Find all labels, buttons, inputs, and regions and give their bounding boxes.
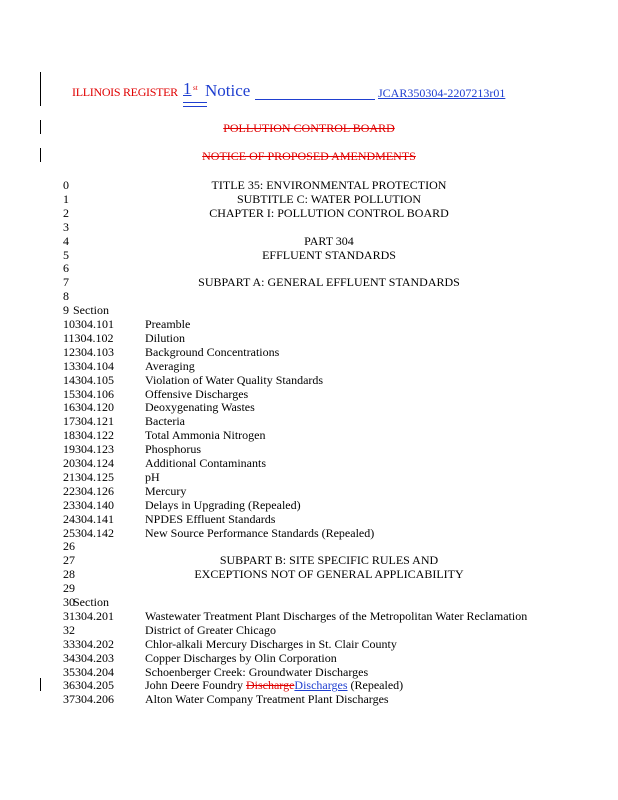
document-line [0, 289, 618, 303]
change-bar [40, 72, 41, 106]
line-number: 11304.102 [63, 330, 114, 345]
section-title: Wastewater Treatment Plant Discharges of the Metropolitan Water Reclamation [145, 608, 528, 623]
document-line [0, 484, 618, 498]
section-label: Section [73, 303, 109, 318]
document-line [0, 220, 618, 234]
line-number: 16304.120 [63, 400, 114, 415]
line-number: 20304.124 [63, 456, 114, 470]
line-number: 7 [63, 275, 69, 290]
line-number: 23304.140 [63, 497, 114, 512]
line-number: 5 [63, 247, 69, 262]
title-text: (Repealed) [347, 678, 404, 693]
line-number: 34304.203 [63, 650, 114, 665]
line-number: 21304.125 [63, 469, 114, 484]
document-line [0, 539, 618, 553]
line-number: 37304.206 [63, 692, 114, 707]
section-title: District of Greater Chicago [145, 622, 276, 637]
board-title: POLLUTION CONTROL BOARD [223, 121, 395, 135]
document-line [0, 609, 618, 623]
heading-text: EFFLUENT STANDARDS [262, 247, 396, 262]
line-number: 28 [63, 567, 75, 582]
line-number: 17304.121 [63, 414, 114, 429]
line-number: 29 [63, 581, 75, 596]
section-title: Copper Discharges by Olin Corporation [145, 650, 337, 665]
heading-text: SUBPART B: SITE SPECIFIC RULES AND [219, 553, 439, 568]
notice-title: NOTICE OF PROPOSED AMENDMENTS [202, 149, 416, 163]
document-line [0, 470, 618, 484]
section-title: Total Ammonia Nitrogen [145, 428, 266, 443]
section-title: Mercury [145, 483, 187, 498]
title-text: John Deere Foundry [145, 678, 246, 693]
deleted-text: Discharge [245, 678, 295, 693]
line-number: 31304.201 [63, 608, 114, 623]
section-title: Chlor-alkali Mercury Discharges in St. Clair County [145, 636, 397, 651]
section-label: Section [73, 595, 109, 609]
section-title: Bacteria [145, 414, 185, 429]
header-underline [183, 106, 207, 107]
heading-text: PART 304 [304, 233, 354, 248]
section-title: Delays in Upgrading (Repealed) [145, 497, 301, 512]
line-number: 14304.105 [63, 372, 114, 387]
line-number: 15304.106 [63, 386, 114, 401]
document-line [0, 623, 618, 637]
line-number: 1 [63, 191, 69, 206]
section-title: Averaging [145, 358, 195, 373]
document-line [0, 178, 618, 192]
document-line [0, 317, 618, 331]
document-line [0, 359, 618, 373]
document-line [0, 303, 618, 317]
document-line [0, 581, 618, 595]
document-line [0, 553, 618, 567]
document-line [0, 456, 618, 470]
line-number: 33304.202 [63, 636, 114, 651]
document-line [0, 275, 618, 289]
header-issue-number: 1 [183, 79, 192, 98]
section-title: Dilution [145, 330, 186, 345]
line-number: 35304.204 [63, 664, 114, 679]
line-number: 27 [63, 553, 75, 568]
document-line [0, 248, 618, 262]
line-number: 6 [63, 261, 69, 276]
heading-text: EXCEPTIONS NOT OF GENERAL APPLICABILITY [194, 567, 464, 582]
line-number: 32 [63, 622, 75, 637]
line-number: 24304.141 [63, 511, 114, 526]
line-number: 9 [63, 303, 69, 318]
line-number: 4 [63, 233, 69, 248]
document-line [0, 692, 618, 706]
document-line [0, 567, 618, 581]
line-number: 18304.122 [63, 428, 114, 443]
document-line [0, 637, 618, 651]
line-number: 36304.205 [63, 678, 114, 693]
header-issue-suffix: st [193, 84, 198, 92]
document-line [0, 387, 618, 401]
document-line [0, 428, 618, 442]
document-line [0, 345, 618, 359]
section-title: pH [145, 469, 160, 484]
line-number: 12304.103 [63, 344, 114, 359]
heading-text: CHAPTER I: POLLUTION CONTROL BOARD [209, 205, 449, 220]
document-line [0, 192, 618, 206]
document-line [0, 651, 618, 665]
document-line [0, 414, 618, 428]
heading-text: SUBPART A: GENERAL EFFLUENT STANDARDS [198, 275, 460, 290]
heading-text: SUBTITLE C: WATER POLLUTION [236, 191, 422, 206]
register-label: ILLINOIS REGISTER [72, 85, 178, 99]
section-title: Violation of Water Quality Standards [145, 372, 324, 387]
heading-text: TITLE 35: ENVIRONMENTAL PROTECTION [211, 178, 447, 192]
line-number: 30 [63, 595, 75, 609]
document-line [0, 331, 618, 345]
inserted-text: Discharges [294, 678, 348, 693]
line-number: 25304.142 [63, 525, 114, 540]
document-line [0, 400, 618, 414]
document-line [0, 206, 618, 220]
header-underline [183, 102, 207, 103]
document-line [0, 665, 618, 679]
line-number: 2 [63, 205, 69, 220]
document-line [0, 595, 618, 609]
line-number: 19304.123 [63, 442, 114, 457]
header-notice: Notice [205, 81, 251, 100]
document-line [0, 234, 618, 248]
line-number: 13304.104 [63, 358, 114, 373]
document-line [0, 498, 618, 512]
line-number: 26 [63, 539, 75, 554]
document-line [0, 373, 618, 387]
header-blank-line [255, 99, 375, 100]
section-title [145, 678, 403, 693]
document-line [0, 261, 618, 275]
section-title: Background Concentrations [145, 344, 280, 359]
line-number: 8 [63, 289, 69, 304]
document-line [0, 442, 618, 456]
section-title: Deoxygenating Wastes [145, 400, 255, 415]
section-title: NPDES Effluent Standards [145, 511, 276, 526]
document-line [0, 512, 618, 526]
line-number: 10304.101 [63, 317, 114, 331]
section-title: Alton Water Company Treatment Plant Discharges [145, 692, 389, 707]
jcar-code: JCAR350304-2207213r01 [378, 86, 506, 100]
line-number: 22304.126 [63, 483, 114, 498]
document-line [0, 678, 618, 692]
section-title: Phosphorus [145, 442, 202, 457]
line-number: 3 [63, 219, 69, 234]
line-number: 0 [63, 178, 69, 192]
section-title: Schoenberger Creek: Groundwater Discharges [145, 664, 369, 679]
document-line [0, 526, 618, 540]
section-title: Additional Contaminants [145, 456, 266, 470]
section-title: Preamble [145, 317, 191, 331]
section-title: Offensive Discharges [145, 386, 249, 401]
section-title: New Source Performance Standards (Repealed) [145, 525, 375, 540]
